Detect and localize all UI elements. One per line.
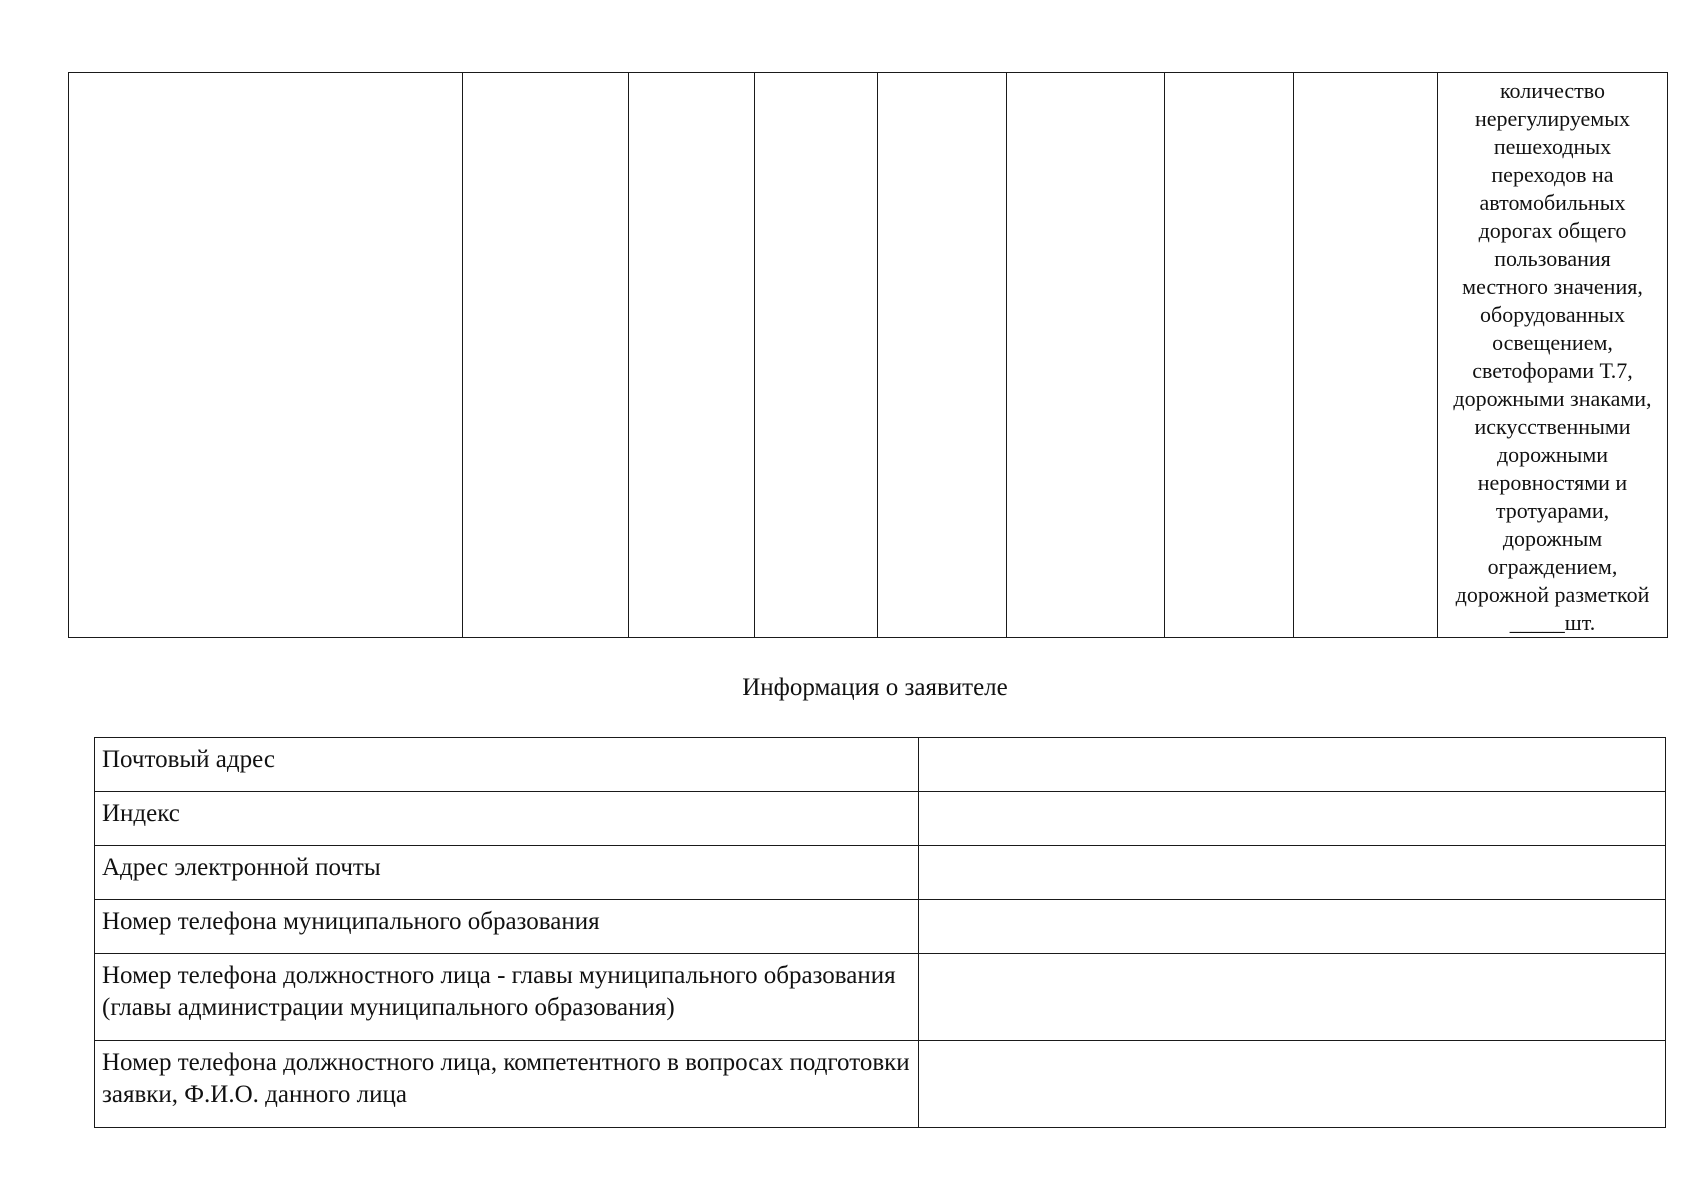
table-row (95, 900, 1666, 954)
road-data-table (68, 72, 1668, 638)
table-row (95, 738, 1666, 792)
field-value-email[interactable] (919, 846, 1666, 900)
table-cell (629, 73, 755, 638)
table-row (69, 73, 1668, 638)
table-row (95, 954, 1666, 1041)
field-label-head-phone: Номер телефона должностного лица - главы муниципального образования (главы администрации муниципального образования) (95, 954, 919, 1041)
table-cell (1165, 73, 1294, 638)
field-value-contact-person[interactable] (919, 1041, 1666, 1128)
table-cell (69, 73, 463, 638)
crossings-count-cell: количество нерегулируемых пешеходных переходов на автомобильных дорогах общего пользования местного значения, оборудованных освещением, светофорами Т.7, дорожными знаками, искусственными дорожными неровностями и тротуарами, дорожным ограждением, дорожной разметкой _____шт. (1438, 73, 1668, 638)
table-cell (1007, 73, 1165, 638)
table-cell (463, 73, 629, 638)
applicant-info-table (94, 737, 1666, 1128)
field-value-postal-address[interactable] (919, 738, 1666, 792)
table-cell (878, 73, 1007, 638)
table-cell (755, 73, 878, 638)
field-label-email: Адрес электронной почты (95, 846, 919, 900)
field-value-head-phone[interactable] (919, 954, 1666, 1041)
table-cell (1294, 73, 1438, 638)
field-label-municipality-phone: Номер телефона муниципального образования (95, 900, 919, 954)
field-value-index[interactable] (919, 792, 1666, 846)
field-label-postal-address: Почтовый адрес (95, 738, 919, 792)
field-value-municipality-phone[interactable] (919, 900, 1666, 954)
table-row (95, 846, 1666, 900)
table-row (95, 792, 1666, 846)
section-heading: Информация о заявителе (742, 674, 1008, 701)
field-label-contact-person: Номер телефона должностного лица, компетентного в вопросах подготовки заявки, Ф.И.О. данного лица (95, 1041, 919, 1128)
table-row (95, 1041, 1666, 1128)
field-label-index: Индекс (95, 792, 919, 846)
